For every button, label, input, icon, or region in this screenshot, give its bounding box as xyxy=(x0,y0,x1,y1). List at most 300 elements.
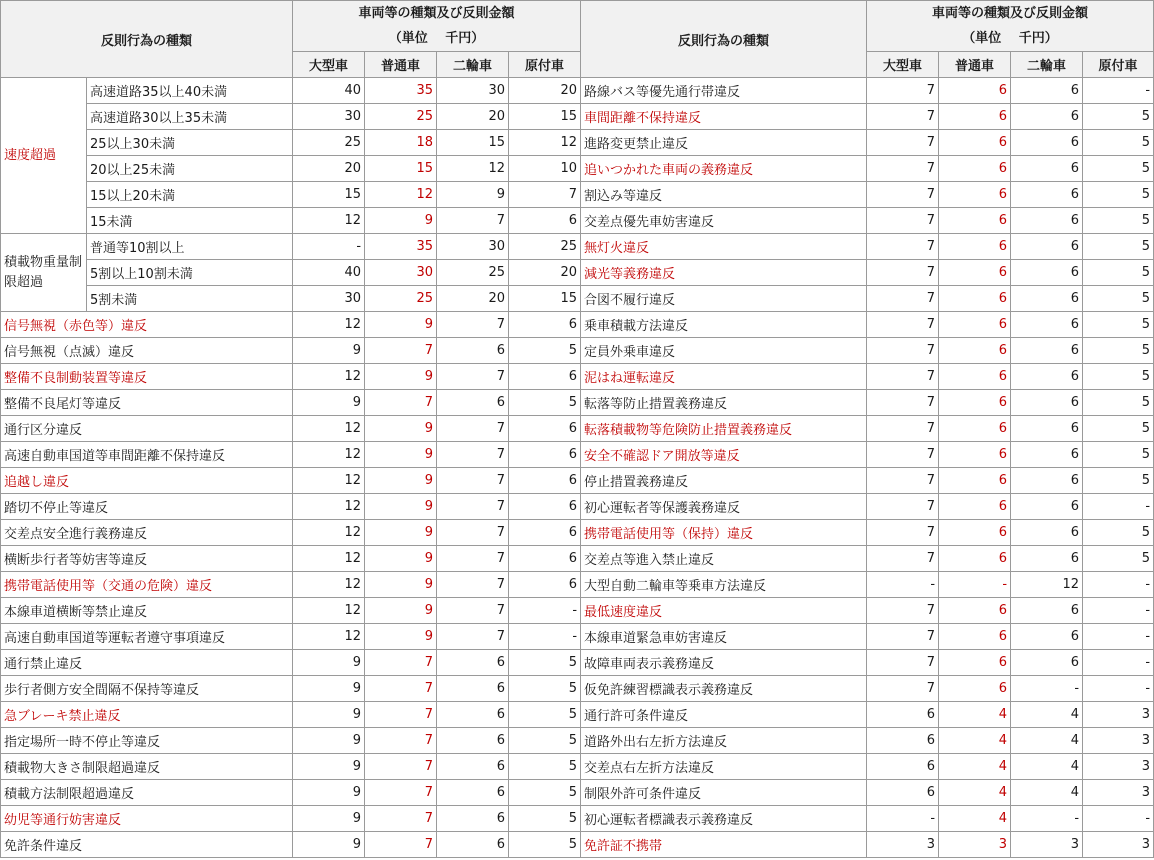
violation-sub-label: 高速道路35以上40未満 xyxy=(87,78,293,104)
fine-amount: 7 xyxy=(867,494,939,520)
table-row xyxy=(1,338,1154,364)
fine-amount: 4 xyxy=(939,702,1011,728)
fine-amount: 6 xyxy=(1011,624,1083,650)
fine-amount: 9 xyxy=(293,754,365,780)
fine-amount: 4 xyxy=(939,806,1011,832)
fine-amount: 6 xyxy=(939,78,1011,104)
fine-amount: 6 xyxy=(437,650,509,676)
fine-amount: 5 xyxy=(1083,208,1154,234)
fine-amount: 5 xyxy=(509,390,581,416)
fine-amount: - xyxy=(867,806,939,832)
fine-amount: 5 xyxy=(1083,182,1154,208)
fine-amount: 9 xyxy=(293,676,365,702)
fine-amount: 7 xyxy=(365,754,437,780)
fine-amount: 7 xyxy=(365,780,437,806)
fine-amount: 5 xyxy=(509,650,581,676)
fine-amount: 6 xyxy=(437,832,509,858)
violation-label: 整備不良尾灯等違反 xyxy=(1,390,293,416)
fine-amount: - xyxy=(293,234,365,260)
violation-label: 最低速度違反 xyxy=(581,598,867,624)
right-violation-type-header: 反則行為の種類 xyxy=(581,1,867,78)
fine-amount: 6 xyxy=(939,520,1011,546)
fine-amount: 7 xyxy=(437,546,509,572)
fine-amount: 9 xyxy=(365,520,437,546)
fine-amount: 5 xyxy=(1083,520,1154,546)
fine-amount: 25 xyxy=(437,260,509,286)
right-col-large: 大型車 xyxy=(867,52,939,78)
right-col-moped: 原付車 xyxy=(1083,52,1154,78)
fine-amount: 5 xyxy=(1083,546,1154,572)
fine-amount: - xyxy=(1011,806,1083,832)
table-body xyxy=(1,78,1154,858)
right-amount-title: 車両等の種類及び反則金額 xyxy=(932,6,1089,21)
fine-amount: 6 xyxy=(1011,520,1083,546)
fine-amount: 20 xyxy=(509,78,581,104)
fine-amount: 12 xyxy=(293,546,365,572)
fine-amount: 3 xyxy=(867,832,939,858)
fine-amount: 6 xyxy=(1011,312,1083,338)
violation-label: 停止措置義務違反 xyxy=(581,468,867,494)
table-row xyxy=(1,260,1154,286)
violation-label: 携帯電話使用等（交通の危険）違反 xyxy=(1,572,293,598)
fine-amount: 35 xyxy=(365,78,437,104)
fine-amount: 6 xyxy=(867,702,939,728)
fine-amount: 5 xyxy=(509,754,581,780)
left-amount-title: 車両等の種類及び反則金額 xyxy=(358,6,515,21)
fine-amount: 6 xyxy=(939,598,1011,624)
fine-amount: 9 xyxy=(365,416,437,442)
fine-amount: 6 xyxy=(939,546,1011,572)
table-row xyxy=(1,312,1154,338)
fine-amount: 7 xyxy=(867,598,939,624)
fine-amount: 6 xyxy=(939,494,1011,520)
fine-amount: 5 xyxy=(1083,468,1154,494)
fine-amount: 7 xyxy=(437,572,509,598)
fine-amount: 5 xyxy=(1083,234,1154,260)
fine-amount: 6 xyxy=(939,390,1011,416)
violation-group-label: 速度超過 xyxy=(1,78,87,234)
violation-label: 乗車積載方法違反 xyxy=(581,312,867,338)
violation-label: 初心運転者標識表示義務違反 xyxy=(581,806,867,832)
fine-amount: 3 xyxy=(1083,702,1154,728)
right-col-standard: 普通車 xyxy=(939,52,1011,78)
fine-amount: 9 xyxy=(365,546,437,572)
fine-amount: 6 xyxy=(509,572,581,598)
fine-amount: 5 xyxy=(1083,364,1154,390)
fine-amount: 5 xyxy=(1083,286,1154,312)
table-row xyxy=(1,676,1154,702)
fine-amount: - xyxy=(939,572,1011,598)
fine-amount: 6 xyxy=(867,754,939,780)
fine-amount: 7 xyxy=(867,234,939,260)
fine-amount: 7 xyxy=(365,390,437,416)
fine-amount: 12 xyxy=(293,442,365,468)
violation-label: 携帯電話使用等（保持）違反 xyxy=(581,520,867,546)
fine-amount: 9 xyxy=(437,182,509,208)
fine-amount: 7 xyxy=(867,78,939,104)
fine-amount: - xyxy=(1083,650,1154,676)
fine-amount: 4 xyxy=(939,754,1011,780)
table-row xyxy=(1,806,1154,832)
violation-label: 指定場所一時不停止等違反 xyxy=(1,728,293,754)
fine-amount: 6 xyxy=(509,312,581,338)
fine-amount: - xyxy=(1011,676,1083,702)
violation-label: 幼児等通行妨害違反 xyxy=(1,806,293,832)
fine-amount: 6 xyxy=(437,728,509,754)
fine-amount: 5 xyxy=(1083,156,1154,182)
fine-amount: 6 xyxy=(1011,468,1083,494)
fine-amount: 7 xyxy=(867,130,939,156)
table-row xyxy=(1,780,1154,806)
violation-label: 交差点等進入禁止違反 xyxy=(581,546,867,572)
fine-amount: 6 xyxy=(509,494,581,520)
fine-amount: - xyxy=(867,572,939,598)
fine-amount: 6 xyxy=(939,676,1011,702)
violation-sub-label: 15未満 xyxy=(87,208,293,234)
fine-amount: 6 xyxy=(509,416,581,442)
fine-amount: 7 xyxy=(867,156,939,182)
fine-amount: - xyxy=(1083,598,1154,624)
violation-label: 交差点安全進行義務違反 xyxy=(1,520,293,546)
fine-amount: 9 xyxy=(365,494,437,520)
fine-amount: 6 xyxy=(1011,130,1083,156)
violation-label: 故障車両表示義務違反 xyxy=(581,650,867,676)
fine-amount: 9 xyxy=(365,572,437,598)
table-row xyxy=(1,208,1154,234)
fine-amount: 6 xyxy=(1011,286,1083,312)
table-row xyxy=(1,650,1154,676)
fine-amount: 4 xyxy=(1011,754,1083,780)
left-violation-type-header: 反則行為の種類 xyxy=(1,1,293,78)
fine-amount: 7 xyxy=(867,260,939,286)
fine-amount: 10 xyxy=(509,156,581,182)
violation-label: 通行禁止違反 xyxy=(1,650,293,676)
violation-label: 転落等防止措置義務違反 xyxy=(581,390,867,416)
fine-amount: 25 xyxy=(293,130,365,156)
fine-amount: 30 xyxy=(293,104,365,130)
fine-amount: 6 xyxy=(437,806,509,832)
fine-amount: 25 xyxy=(509,234,581,260)
violation-label: 追いつかれた車両の義務違反 xyxy=(581,156,867,182)
fine-amount: 6 xyxy=(1011,416,1083,442)
fine-amount: 9 xyxy=(365,598,437,624)
fine-amount: 7 xyxy=(867,650,939,676)
fine-amount: 6 xyxy=(1011,390,1083,416)
fine-amount: 7 xyxy=(867,468,939,494)
fine-amount: 6 xyxy=(1011,78,1083,104)
fine-amount: 6 xyxy=(939,442,1011,468)
fine-amount: 7 xyxy=(365,728,437,754)
fine-amount: 6 xyxy=(509,520,581,546)
fine-amount: 7 xyxy=(437,624,509,650)
table-row xyxy=(1,156,1154,182)
fine-amount: 6 xyxy=(1011,182,1083,208)
fine-amount: 12 xyxy=(293,416,365,442)
fine-amount: 7 xyxy=(365,338,437,364)
violation-label: 制限外許可条件違反 xyxy=(581,780,867,806)
fine-amount: 3 xyxy=(1083,728,1154,754)
table-row xyxy=(1,390,1154,416)
fine-amount: 12 xyxy=(293,624,365,650)
fine-amount: 5 xyxy=(509,702,581,728)
fine-amount: 5 xyxy=(1083,416,1154,442)
fine-amount: 15 xyxy=(293,182,365,208)
fine-amount: 5 xyxy=(509,728,581,754)
violation-sub-label: 5割未満 xyxy=(87,286,293,312)
fine-amount: 6 xyxy=(939,104,1011,130)
table-row xyxy=(1,624,1154,650)
fine-amount: 15 xyxy=(509,286,581,312)
fine-amount: 7 xyxy=(437,598,509,624)
violation-label: 信号無視（点滅）違反 xyxy=(1,338,293,364)
fine-amount: - xyxy=(1083,494,1154,520)
fine-amount: 4 xyxy=(1011,728,1083,754)
fine-amount: 7 xyxy=(437,364,509,390)
left-col-moped: 原付車 xyxy=(509,52,581,78)
fine-amount: 6 xyxy=(437,754,509,780)
fine-amount: 6 xyxy=(939,260,1011,286)
fine-amount: 5 xyxy=(1083,104,1154,130)
fine-amount: 6 xyxy=(509,364,581,390)
violation-sub-label: 25以上30未満 xyxy=(87,130,293,156)
fine-amount: 7 xyxy=(365,832,437,858)
left-col-standard: 普通車 xyxy=(365,52,437,78)
fine-amount: 6 xyxy=(939,286,1011,312)
violation-label: 泥はね運転違反 xyxy=(581,364,867,390)
fine-amount: 6 xyxy=(1011,650,1083,676)
fine-amount: 12 xyxy=(293,598,365,624)
violation-label: 急ブレーキ禁止違反 xyxy=(1,702,293,728)
fine-amount: 7 xyxy=(867,338,939,364)
table-row xyxy=(1,104,1154,130)
fine-amount: 9 xyxy=(365,208,437,234)
fine-amount: 7 xyxy=(365,806,437,832)
table-row xyxy=(1,364,1154,390)
fine-amount: 5 xyxy=(1083,442,1154,468)
fine-amount: 6 xyxy=(1011,364,1083,390)
right-amount-header xyxy=(867,1,1154,52)
fine-amount: - xyxy=(1083,624,1154,650)
violation-label: 通行許可条件違反 xyxy=(581,702,867,728)
fine-amount: 7 xyxy=(365,650,437,676)
fine-amount: 7 xyxy=(867,546,939,572)
violation-sub-label: 5割以上10割未満 xyxy=(87,260,293,286)
fine-amount: 6 xyxy=(509,208,581,234)
fine-amount: 9 xyxy=(293,702,365,728)
violation-group-label: 積載物重量制限超過 xyxy=(1,234,87,312)
fine-amount: 4 xyxy=(1011,780,1083,806)
fine-amount: 6 xyxy=(437,780,509,806)
violation-label: 減光等義務違反 xyxy=(581,260,867,286)
fine-amount: 6 xyxy=(867,728,939,754)
left-amount-header xyxy=(293,1,581,52)
violation-label: 通行区分違反 xyxy=(1,416,293,442)
table-row xyxy=(1,468,1154,494)
right-col-motorcycle: 二輪車 xyxy=(1011,52,1083,78)
violation-sub-label: 普通等10割以上 xyxy=(87,234,293,260)
fine-amount: 5 xyxy=(1083,390,1154,416)
fine-amount: 7 xyxy=(365,676,437,702)
table-row xyxy=(1,182,1154,208)
fine-amount: 9 xyxy=(365,364,437,390)
fine-amount: 9 xyxy=(293,806,365,832)
table-row xyxy=(1,702,1154,728)
fine-amount: 9 xyxy=(365,468,437,494)
fine-amount: 9 xyxy=(365,624,437,650)
fine-amount: 30 xyxy=(293,286,365,312)
fine-amount: 3 xyxy=(1011,832,1083,858)
fine-amount: 4 xyxy=(939,728,1011,754)
violation-label: 踏切不停止等違反 xyxy=(1,494,293,520)
fine-amount: 15 xyxy=(509,104,581,130)
fine-amount: 12 xyxy=(293,468,365,494)
table-row xyxy=(1,754,1154,780)
fine-amount: 5 xyxy=(1083,260,1154,286)
fine-amount: - xyxy=(1083,78,1154,104)
fine-amount: 9 xyxy=(293,338,365,364)
right-amount-unit: （単位 千円） xyxy=(962,31,1058,46)
fine-amount: 20 xyxy=(293,156,365,182)
table-row xyxy=(1,546,1154,572)
violation-label: 積載方法制限超過違反 xyxy=(1,780,293,806)
fine-amount: 6 xyxy=(867,780,939,806)
violation-label: 免許証不携帯 xyxy=(581,832,867,858)
fine-amount: 5 xyxy=(509,806,581,832)
violation-label: 仮免許練習標識表示義務違反 xyxy=(581,676,867,702)
fine-amount: 12 xyxy=(365,182,437,208)
violation-label: 免許条件違反 xyxy=(1,832,293,858)
fine-amount: 6 xyxy=(939,624,1011,650)
fine-amount: 9 xyxy=(365,442,437,468)
violation-label: 本線車道緊急車妨害違反 xyxy=(581,624,867,650)
fine-amount: 6 xyxy=(1011,156,1083,182)
fine-amount: 6 xyxy=(939,156,1011,182)
fine-amount: 6 xyxy=(437,676,509,702)
fine-amount: 6 xyxy=(1011,338,1083,364)
fine-amount: 6 xyxy=(939,468,1011,494)
fine-amount: 7 xyxy=(867,312,939,338)
fine-amount: 6 xyxy=(939,130,1011,156)
fine-amount: 4 xyxy=(939,780,1011,806)
table-row xyxy=(1,416,1154,442)
violation-label: 本線車道横断等禁止違反 xyxy=(1,598,293,624)
fine-amount: 40 xyxy=(293,78,365,104)
fine-amount: 3 xyxy=(1083,832,1154,858)
fine-amount: 7 xyxy=(437,442,509,468)
fine-amount: 7 xyxy=(437,416,509,442)
fine-amount: 6 xyxy=(1011,234,1083,260)
fine-amount: 7 xyxy=(509,182,581,208)
violation-sub-label: 20以上25未満 xyxy=(87,156,293,182)
fine-amount: 7 xyxy=(437,312,509,338)
fine-amount: 7 xyxy=(867,208,939,234)
fine-amount: 25 xyxy=(365,104,437,130)
violation-label: 積載物大きさ制限超過違反 xyxy=(1,754,293,780)
fine-amount: 25 xyxy=(365,286,437,312)
violation-label: 道路外出右左折方法違反 xyxy=(581,728,867,754)
fine-amount: 6 xyxy=(509,546,581,572)
fine-amount: 12 xyxy=(437,156,509,182)
left-amount-unit: （単位 千円） xyxy=(388,31,485,46)
fine-amount: 6 xyxy=(939,338,1011,364)
fine-amount: 6 xyxy=(437,702,509,728)
violation-label: 路線バス等優先通行帯違反 xyxy=(581,78,867,104)
fine-amount: 20 xyxy=(437,104,509,130)
violation-label: 信号無視（赤色等）違反 xyxy=(1,312,293,338)
fine-amount: 6 xyxy=(509,468,581,494)
violation-label: 追越し違反 xyxy=(1,468,293,494)
fine-amount: 6 xyxy=(939,364,1011,390)
fine-amount: 4 xyxy=(1011,702,1083,728)
fine-amount: 15 xyxy=(437,130,509,156)
table-row xyxy=(1,572,1154,598)
fine-amount: 6 xyxy=(1011,260,1083,286)
fine-amount: 30 xyxy=(365,260,437,286)
violation-label: 定員外乗車違反 xyxy=(581,338,867,364)
fine-amount: 7 xyxy=(867,182,939,208)
fine-amount: 12 xyxy=(293,520,365,546)
violation-label: 安全不確認ドア開放等違反 xyxy=(581,442,867,468)
left-col-motorcycle: 二輪車 xyxy=(437,52,509,78)
fine-amount: 7 xyxy=(867,676,939,702)
fine-amount: 12 xyxy=(1011,572,1083,598)
fine-amount: 6 xyxy=(437,338,509,364)
table-row xyxy=(1,234,1154,260)
fine-amount: - xyxy=(509,598,581,624)
violation-label: 交差点右左折方法違反 xyxy=(581,754,867,780)
fine-amount: 7 xyxy=(867,390,939,416)
table-row xyxy=(1,78,1154,104)
fine-amount: 7 xyxy=(437,520,509,546)
fine-amount: 6 xyxy=(939,312,1011,338)
violation-label: 無灯火違反 xyxy=(581,234,867,260)
table-row xyxy=(1,286,1154,312)
fine-amount: 7 xyxy=(867,364,939,390)
fine-amount: 5 xyxy=(509,832,581,858)
violation-label: 歩行者側方安全間隔不保持等違反 xyxy=(1,676,293,702)
fine-amount: 9 xyxy=(365,312,437,338)
violation-label: 交差点優先車妨害違反 xyxy=(581,208,867,234)
fine-amount: 7 xyxy=(365,702,437,728)
fine-amount: 6 xyxy=(437,390,509,416)
fine-amount: 6 xyxy=(939,416,1011,442)
table-row xyxy=(1,520,1154,546)
fine-amount: 30 xyxy=(437,78,509,104)
fine-amount: 20 xyxy=(437,286,509,312)
fine-amount: 5 xyxy=(1083,130,1154,156)
fine-amount: 18 xyxy=(365,130,437,156)
violation-label: 大型自動二輪車等乗車方法違反 xyxy=(581,572,867,598)
fine-amount: 9 xyxy=(293,780,365,806)
table-row xyxy=(1,494,1154,520)
fine-amount: 7 xyxy=(867,416,939,442)
fine-amount: 20 xyxy=(509,260,581,286)
violation-sub-label: 高速道路30以上35未満 xyxy=(87,104,293,130)
fine-amount: 9 xyxy=(293,832,365,858)
fine-amount: 7 xyxy=(867,624,939,650)
violation-sub-label: 15以上20未満 xyxy=(87,182,293,208)
fine-amount: 7 xyxy=(437,468,509,494)
fine-amount: - xyxy=(1083,806,1154,832)
fine-amount: 7 xyxy=(437,494,509,520)
violation-label: 車間距離不保持違反 xyxy=(581,104,867,130)
fine-amount: 5 xyxy=(509,676,581,702)
violation-label: 高速自動車国道等運転者遵守事項違反 xyxy=(1,624,293,650)
fine-amount: 35 xyxy=(365,234,437,260)
fine-amount: 12 xyxy=(293,572,365,598)
fine-amount: 12 xyxy=(293,208,365,234)
fine-amount: 5 xyxy=(509,780,581,806)
